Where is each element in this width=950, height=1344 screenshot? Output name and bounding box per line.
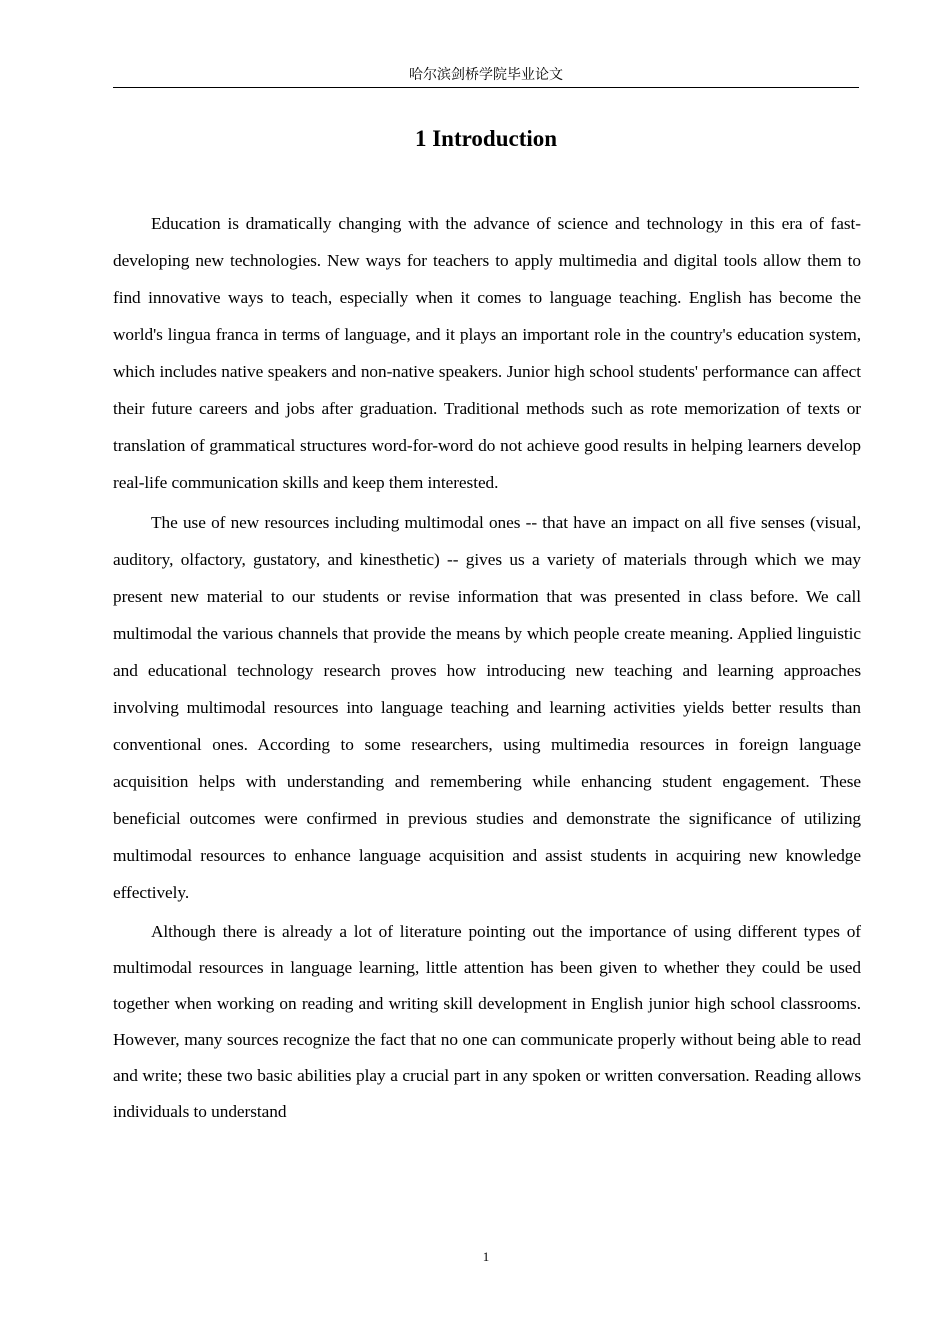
paragraph-1: Education is dramatically changing with the advance of science and technology in this era of fast-developing new technologies. New ways for teachers to apply multimedia and digital tools allow them to find innovative ways to teach, especially when it comes to language teaching. English has become the world's lingua franca in terms of language, and it plays an important role in the country's education system, which includes native speakers and non-native speakers. Junior high school students' performance can affect their future careers and jobs after graduation. Traditional methods such as rote memorization of texts or translation of grammatical structures word-for-word do not achieve good results in helping learners develop real-life communication skills and keep them interested. [113, 214, 861, 492]
header-divider [113, 87, 859, 88]
paragraph-3: Although there is already a lot of literature pointing out the importance of using different types of multimodal resources in language learning, little attention has been given to whether they could be used together when working on reading and writing skill development in English junior high school classrooms. However, many sources recognize the fact that no one can communicate properly without being able to read and write; these two basic abilities play a crucial part in any spoken or written conversation. Reading allows individuals to understand [113, 922, 861, 1121]
running-header: 哈尔滨剑桥学院毕业论文 [409, 67, 563, 83]
chapter-title: 1 Introduction [414, 126, 558, 151]
page-number: 1 [482, 1249, 490, 1264]
paragraph-2: The use of new resources including multimodal ones -- that have an impact on all five senses (visual, auditory, olfactory, gustatory, and kinesthetic) -- gives us a variety of materials through which we may present new material to our students or revise information that was presented in class before. We call multimodal the various channels that provide the means by which people create meaning. Applied linguistic and educational technology research proves how introducing new teaching and learning approaches involving multimodal resources into language teaching and learning activities yields better results than conventional ones. According to some researchers, using multimedia resources in foreign language acquisition helps with understanding and remembering while enhancing student engagement. These beneficial outcomes were confirmed in previous studies and demonstrate the significance of utilizing multimodal resources to enhance language acquisition and assist students in acquiring new knowledge effectively. [113, 513, 861, 902]
body-text [113, 205, 861, 1133]
